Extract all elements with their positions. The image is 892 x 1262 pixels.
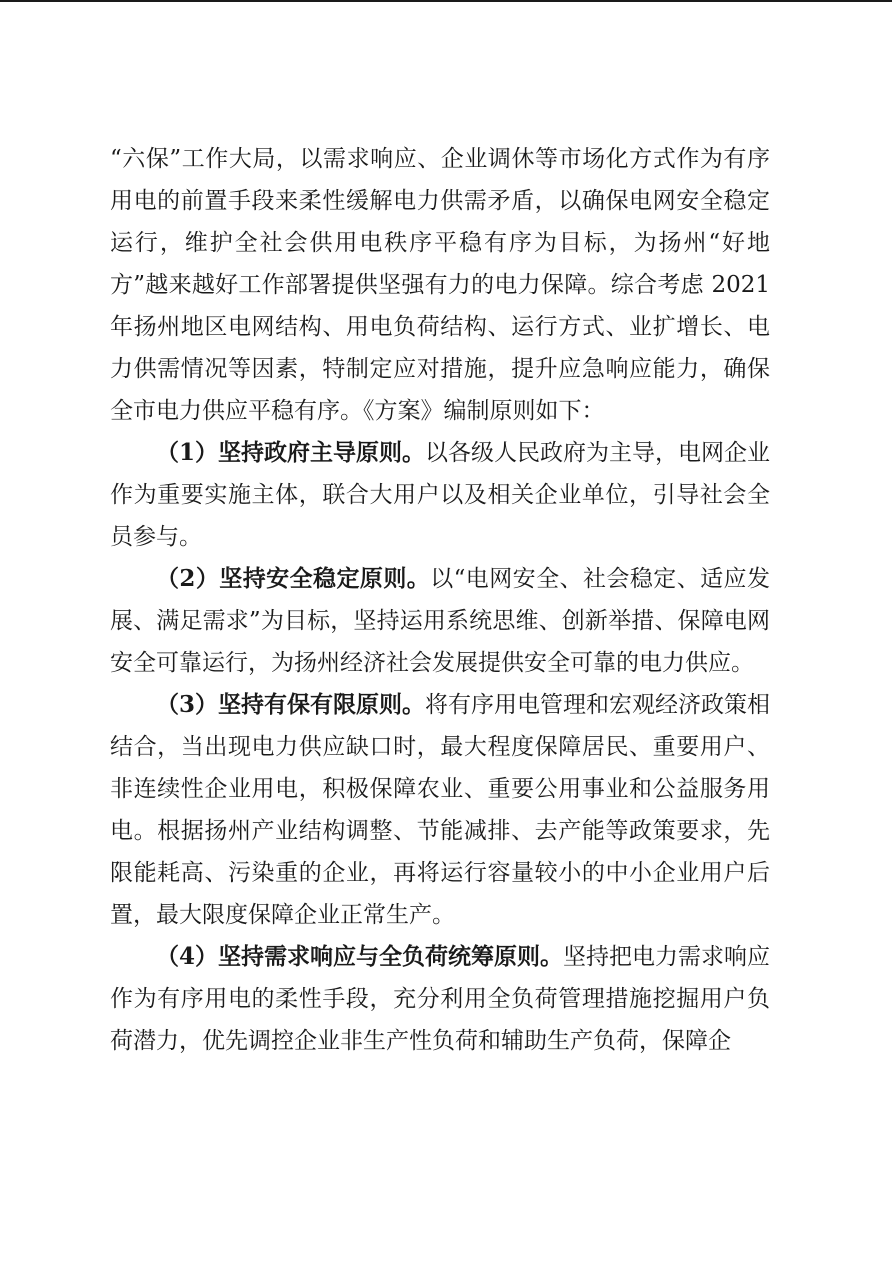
principle-3-text: 将有序用电管理和宏观经济政策相结合，当出现电力供应缺口时，最大程度保障居民、重要用户、非连续性企业用电，积极保障农业、重要公用事业和公益服务用电。根据扬州产业结构调整、节能减排、去产能等政策要求，先限能耗高、污染重的企业，再将运行容量较小的中小企业用户后置，最大限度保障企业正常生产。 [110, 692, 771, 928]
principle-3-heading: （3）坚持有保有限原则。 [156, 691, 426, 718]
principle-1-heading: （1）坚持政府主导原则。 [156, 439, 426, 466]
principle-1-text: 以各级人民政府为主导，电网企业作为重要实施主体，联合大用户以及相关企业单位，引导社会全员参与。 [110, 440, 771, 550]
principle-2-text: 以“电网安全、社会稳定、适应发展、满足需求”为目标，坚持运用系统思维、创新举措、保障电网安全可靠运行，为扬州经济社会发展提供安全可靠的电力供应。 [110, 566, 770, 676]
paragraph-principle-2 [110, 558, 770, 684]
paragraph-intro [110, 138, 770, 432]
paragraph-intro-text: “六保”工作大局，以需求响应、企业调休等市场化方式作为有序用电的前置手段来柔性缓解电力供需矛盾，以确保电网安全稳定运行，维护全社会供用电秩序平稳有序为目标，为扬州“好地方”越来越好工作部署提供坚强有力的电力保障。综合考虑 2021 年扬州地区电网结构、用电负荷结构、运行方式、业扩增长、电力供需情况等因素，特制定应对措施，提升应急响应能力，确保全市电力供应平稳有序。《方案》编制原则如下： [110, 146, 770, 424]
principle-4-text: 坚持把电力需求响应作为有序用电的柔性手段，充分利用全负荷管理措施挖掘用户负荷潜力，优先调控企业非生产性负荷和辅助生产负荷，保障企 [110, 944, 771, 1054]
paragraph-principle-4 [110, 936, 770, 1062]
paragraph-principle-1 [110, 432, 770, 558]
principle-2-heading: （2）坚持安全稳定原则。 [156, 565, 431, 592]
principle-4-heading: （4）坚持需求响应与全负荷统筹原则。 [156, 943, 564, 970]
paragraph-principle-3 [110, 684, 770, 936]
document-body [110, 138, 770, 1062]
top-border-line [0, 0, 892, 2]
